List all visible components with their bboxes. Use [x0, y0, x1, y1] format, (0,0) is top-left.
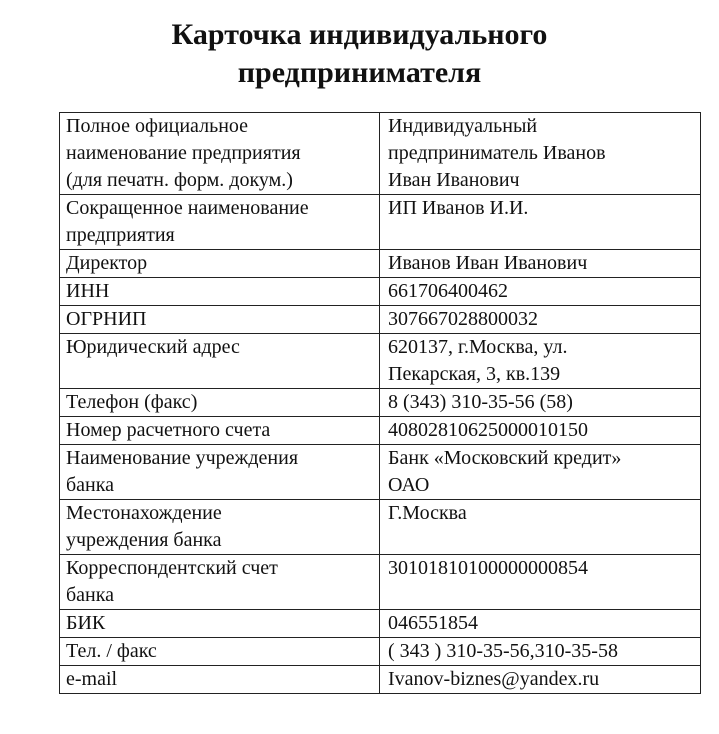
row-value-account-number: 40802810625000010150	[380, 417, 701, 445]
row-label-bank-name: Наименование учреждения банка	[60, 445, 380, 500]
row-label-ogrnip: ОГРНИП	[60, 306, 380, 334]
table-row	[60, 666, 701, 694]
table-row	[60, 389, 701, 417]
row-label-correspondent-account: Корреспондентский счет банка	[60, 555, 380, 610]
row-label-phone-fax: Телефон (факс)	[60, 389, 380, 417]
row-value-phone-fax: 8 (343) 310-35-56 (58)	[380, 389, 701, 417]
row-value-ogrnip: 307667028800032	[380, 306, 701, 334]
row-label-legal-address: Юридический адрес	[60, 334, 380, 389]
table-row	[60, 195, 701, 250]
row-value-full-name: Индивидуальный предприниматель Иванов Иван Иванович	[380, 113, 701, 195]
page-title	[0, 16, 719, 92]
row-label-full-name: Полное официальное наименование предприятия (для печатн. форм. докум.)	[60, 113, 380, 195]
row-label-short-name: Сокращенное наименование предприятия	[60, 195, 380, 250]
table-row	[60, 113, 701, 195]
row-value-email: Ivanov-biznes@yandex.ru	[380, 666, 701, 694]
row-value-bank-name: Банк «Московский кредит» ОАО	[380, 445, 701, 500]
entrepreneur-card-table	[59, 112, 701, 694]
table-row	[60, 417, 701, 445]
row-value-bik: 046551854	[380, 610, 701, 638]
table-row	[60, 555, 701, 610]
table-row	[60, 334, 701, 389]
row-value-correspondent-account: 30101810100000000854	[380, 555, 701, 610]
row-value-inn: 661706400462	[380, 278, 701, 306]
row-value-director: Иванов Иван Иванович	[380, 250, 701, 278]
page-title-line-2: предпринимателя	[237, 56, 482, 89]
row-label-tel-fax: Тел. / факс	[60, 638, 380, 666]
row-value-legal-address: 620137, г.Москва, ул. Пекарская, 3, кв.139	[380, 334, 701, 389]
table-row	[60, 250, 701, 278]
page-title-line-1: Карточка индивидуального	[171, 18, 548, 51]
table-row	[60, 500, 701, 555]
row-label-inn: ИНН	[60, 278, 380, 306]
row-label-bank-location: Местонахождение учреждения банка	[60, 500, 380, 555]
table-row	[60, 445, 701, 500]
row-value-short-name: ИП Иванов И.И.	[380, 195, 701, 250]
table-row	[60, 638, 701, 666]
row-value-bank-location: Г.Москва	[380, 500, 701, 555]
row-label-email: e-mail	[60, 666, 380, 694]
table-row	[60, 610, 701, 638]
row-label-account-number: Номер расчетного счета	[60, 417, 380, 445]
row-label-bik: БИК	[60, 610, 380, 638]
table-row	[60, 278, 701, 306]
row-value-tel-fax: ( 343 ) 310-35-56,310-35-58	[380, 638, 701, 666]
table-row	[60, 306, 701, 334]
row-label-director: Директор	[60, 250, 380, 278]
